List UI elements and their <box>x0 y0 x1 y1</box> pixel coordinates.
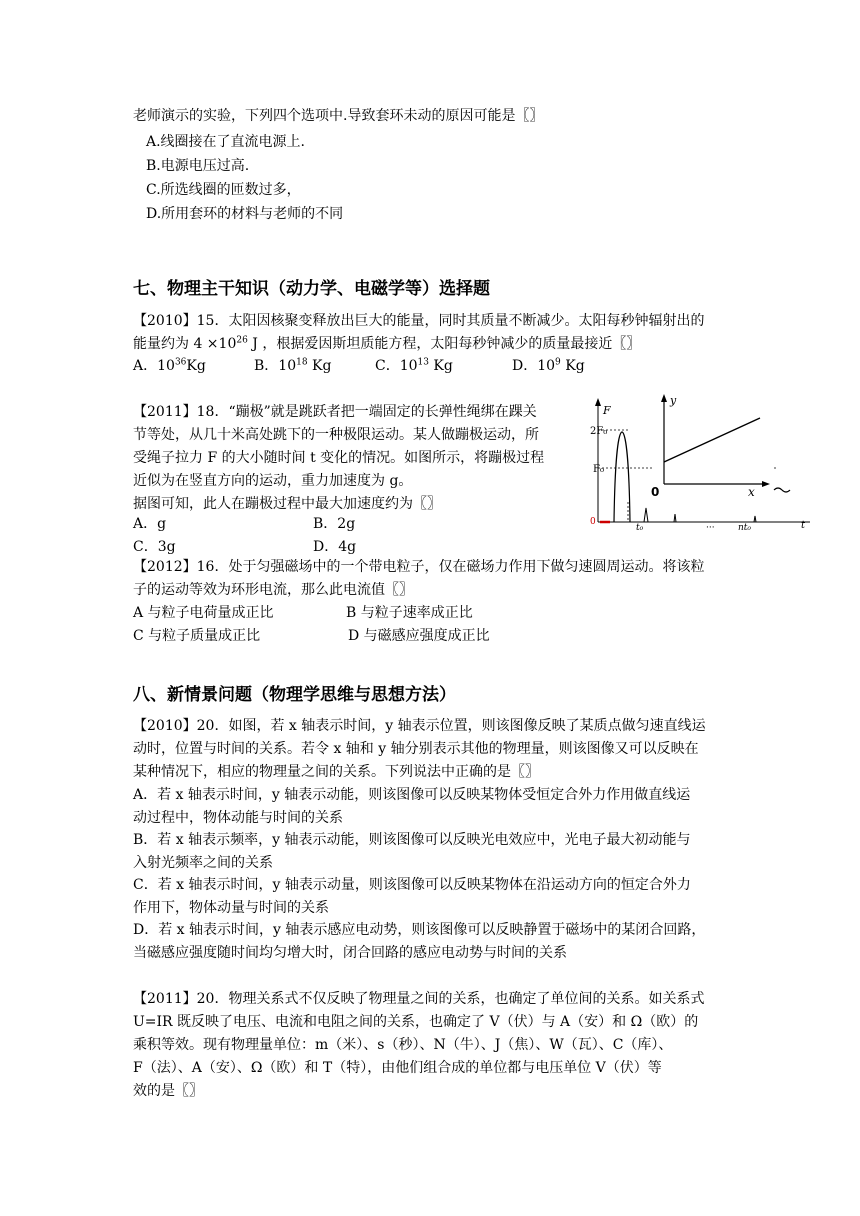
label-dots: ··· <box>706 523 715 530</box>
q7-2012-option-a: A 与粒子电荷量成正比 <box>133 605 274 621</box>
label-f0: F₀ <box>593 464 604 475</box>
q7-2011-option-d: D．4g <box>313 539 357 555</box>
q8-2010-option-b-line1: B．若 x 轴表示频率，y 轴表示动能，则该图像可以反映光电效应中，光电子最大初动能与 <box>133 832 691 848</box>
q7-2011-line5: 据图可知，此人在蹦极过程中最大加速度约为〖〗 <box>133 496 441 512</box>
origin-label: 0 <box>590 517 596 527</box>
inset-panel <box>652 396 772 488</box>
q8-2010-option-c-line1: C．若 x 轴表示时间，y 轴表示动量，则该图像可以反映某物体在沿运动方向的恒定合外力 <box>133 877 691 893</box>
q8-2011-line2: U=IR 既反映了电压、电流和电阻之间的关系，也确定了 V（伏）与 A（安）和 Ω（欧）的 <box>133 1014 699 1030</box>
label-t0: t₀ <box>636 523 644 530</box>
question-stem: 老师演示的实验，下列四个选项中.导致套环未动的原因可能是〖〗 <box>133 108 544 124</box>
q7-2010-option-c: C．$10^{13}$ Kg <box>375 357 453 374</box>
option-b: B.电源电压过高. <box>146 158 250 174</box>
q7-2011-line2: 节等处，从几十米高处跳下的一种极限运动。某人做蹦极运动，所 <box>133 427 539 443</box>
option-a: A.线圈接在了直流电源上. <box>146 134 306 150</box>
label-nt0: nt₀ <box>738 523 752 530</box>
q8-2011-line5: 效的是〖〗 <box>133 1083 203 1099</box>
q8-2011-line4: F（法）、A（安）、Ω（欧）和 T（特），由他们组合成的单位都与电压单位 V（伏）等 <box>133 1060 662 1076</box>
q8-2010-line2: 动时，位置与时间的关系。若令 x 轴和 y 轴分别表示其他的物理量，则该图像又可以反映在 <box>133 741 699 757</box>
q8-2010-line1: 【2010】20．如图，若 x 轴表示时间，y 轴表示位置，则该图像反映了某质点做匀速直线运 <box>133 718 706 734</box>
q7-2011-option-c: C．3g <box>133 539 176 555</box>
q8-2010-option-b-line2: 入射光频率之间的关系 <box>133 855 273 871</box>
q7-2010-line1: 【2010】15．太阳因核聚变释放出巨大的能量，同时其质量不断减少。太阳每秒钟辐射出的 <box>133 313 705 329</box>
q7-2012-option-d: D 与磁感应强度成正比 <box>348 628 490 644</box>
q7-2012-option-c: C 与粒子质量成正比 <box>133 628 261 644</box>
q7-2010-option-d: D．$10^9$ Kg <box>512 357 585 374</box>
inset-origin: 0 <box>651 485 660 499</box>
q7-2011-option-a: A．g <box>133 516 167 532</box>
q7-2010-option-a: A．$10^{36}Kg$ <box>133 357 206 374</box>
q8-2010-option-a-line2: 动过程中，物体动能与时间的关系 <box>133 810 343 826</box>
option-d: D.所用套环的材料与老师的不同 <box>146 206 344 222</box>
force-time-figure <box>588 392 810 530</box>
q8-2011-line3: 乘积等效。现有物理量单位：m（米）、s（秒）、N（牛）、J（焦）、W（瓦）、C（库）、 <box>133 1037 673 1053</box>
q7-2011-option-b: B．2g <box>313 516 356 532</box>
force-pulse-4 <box>754 516 756 522</box>
q8-2010-option-c-line2: 作用下，物体动量与时间的关系 <box>133 900 329 916</box>
q7-2012-line2: 子的运动等效为环形电流，那么此电流值〖〗 <box>133 582 413 598</box>
inset-x-label: x <box>748 485 755 499</box>
q8-2011-line1: 【2011】20．物理关系式不仅反映了物理量之间的关系，也确定了单位间的关系。如关系式 <box>133 991 705 1007</box>
section-7-title: 七、物理主干知识（动力学、电磁学等）选择题 <box>133 279 490 299</box>
f-axis-label: F <box>603 404 611 417</box>
force-pulse-3 <box>674 514 676 522</box>
q7-2010-option-b: B．$10^{18}$ Kg <box>254 357 332 374</box>
force-pulse-2 <box>644 508 648 522</box>
q7-2011-line3: 受绳子拉力 F 的大小随时间 t 变化的情况。如图所示，将蹦极过程 <box>133 450 545 466</box>
q8-2010-option-a-line1: A．若 x 轴表示时间，y 轴表示动能，则该图像可以反映某物体受恒定合外力作用做直线运 <box>133 787 691 803</box>
q7-2010-line2: 能量约为 $4 \times 10^{26}$ J ，根据爱因斯坦质能方程，太阳每秒钟减少的质量最接近〖〗 <box>133 335 641 352</box>
q7-2012-line1: 【2012】16．处于匀强磁场中的一个带电粒子，仅在磁场力作用下做匀速圆周运动。将该粒 <box>133 559 705 575</box>
label-2f0: 2F₀ <box>590 426 608 437</box>
t-axis-label: t <box>801 520 806 530</box>
inset-y-label: y <box>670 394 677 407</box>
force-pulse-1 <box>614 432 630 522</box>
option-c: C.所选线圈的匝数过多， <box>146 182 301 198</box>
q7-2011-line1: 【2011】18．“蹦极”就是跳跃者把一端固定的长弹性绳绑在踝关 <box>133 404 537 420</box>
q8-2010-option-d-line2: 当磁感应强度随时间均匀增大时，闭合回路的感应电动势与时间的关系 <box>133 945 567 961</box>
q7-2012-option-b: B 与粒子速率成正比 <box>346 605 473 621</box>
q8-2010-line3: 某种情况下，相应的物理量之间的关系。下列说法中正确的是〖〗 <box>133 764 539 780</box>
section-8-title: 八、新情景问题（物理学思维与思想方法） <box>133 685 456 705</box>
q7-2011-line4: 近似为在竖直方向的运动，重力加速度为 g。 <box>133 473 413 489</box>
q8-2010-option-d-line1: D．若 x 轴表示时间，y 轴表示感应电动势，则该图像可以反映静置于磁场中的某闭合回路， <box>133 922 706 938</box>
